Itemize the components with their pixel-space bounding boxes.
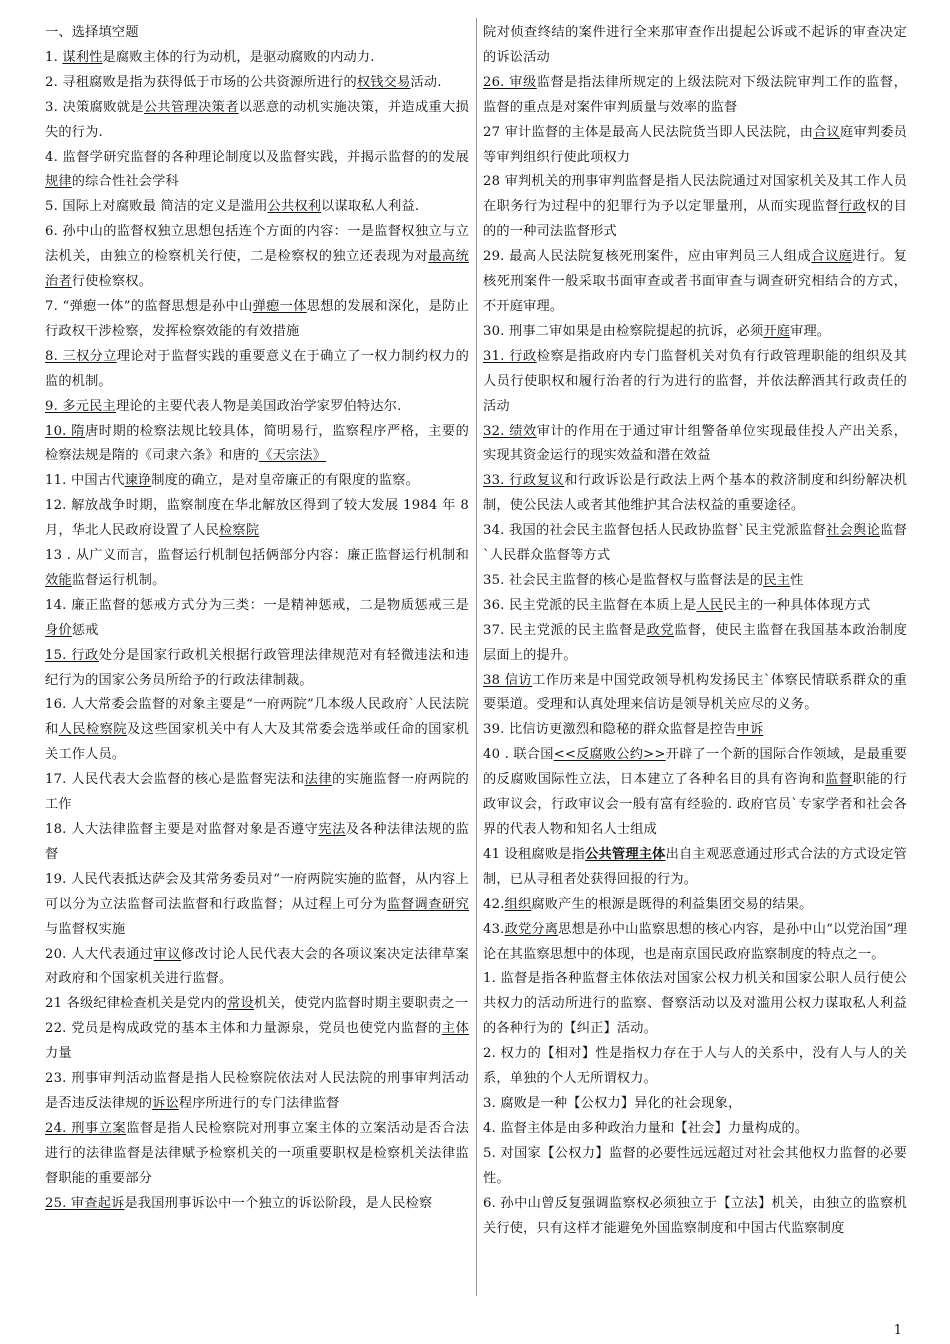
text-segment: 院对侦查终结的案件进行全来那审查作出提起公诉或不起诉的审查决定的诉讼活动 (483, 25, 907, 65)
text-segment: 6. 孙中山曾反复强调监察权必须独立于【立法】机关，由独立的监察机关行使，只有这样才能避免外国监察制度和中国古代监察制度 (483, 1195, 907, 1236)
underlined-answer: 民主 (763, 572, 791, 588)
text-segment: 的综合性社会学科 (71, 174, 179, 190)
underlined-answer: 合议 (813, 124, 840, 140)
paragraph (45, 693, 469, 768)
text-segment: 工作历来是中国党政领导机构发扬民主`体察民情联系群众的重要渠道。受理和认真处理来信访是领导机关应尽的义务。 (483, 672, 907, 713)
text-segment: 以谋取私人利益. (321, 199, 420, 215)
paragraph (45, 220, 469, 295)
right-column (483, 21, 907, 1241)
text-segment: 检察是指政府内专门监督机关对负有行政管理职能的组织及其人员行使职权和履行治者的行为进行的监督，并依法醉酒其行政责任的活动 (483, 348, 907, 414)
underlined-answer: 26. 审级 (483, 74, 537, 90)
text-segment: 以恶意的动机实施决策，并造成重大损失的行为. (45, 99, 469, 140)
underlined-answer: 权钱交易 (356, 74, 411, 90)
text-segment: 监督是指人民检察院对刑事立案主体的立案活动是否合法进行的法律监督是法律赋予检察机关的一项重要职权是检察机关法律监督职能的重要部分 (45, 1120, 469, 1186)
paragraph (483, 345, 907, 420)
paragraph (483, 1092, 907, 1117)
paragraph (45, 395, 469, 420)
text-segment: 理论对于监督实践的重要意义在于确立了一权力制约权力的监的机制。 (45, 348, 469, 389)
paragraph (45, 469, 469, 494)
paragraph (483, 469, 907, 519)
text-segment: 庭审判委员等审判组织行使此项权力 (483, 124, 907, 165)
paragraph (483, 669, 907, 719)
text-segment: 42. (483, 896, 505, 912)
text-segment: 一、选择填空题 (45, 25, 139, 40)
text-segment: 监督运行机制。 (71, 572, 166, 588)
text-segment: 19. 人民代表抵达萨会及其常务委员对“一府两院实施的监督，从内容上可以分为立法监督司法监督和行政监督；从过程上可分为 (45, 871, 469, 912)
paragraph (45, 46, 469, 71)
underlined-answer: 监督 (825, 772, 853, 788)
underlined-answer: 33. 行政复议 (483, 473, 565, 489)
paragraph (483, 967, 907, 1042)
underlined-answer: 32. 绩效 (483, 423, 537, 439)
paragraph (483, 918, 907, 968)
paragraph (483, 718, 907, 743)
underlined-answer: 开庭 (763, 323, 791, 339)
text-segment: 思想的发展和深化，是防止行政权干涉检察，发挥检察效能的有效措施 (45, 298, 469, 339)
text-segment: 28 审判机关的刑事审判监督是指人民法院通过对国家机关及其工作人员在职务行为过程中的犯罪行为予以定罪量刑，从而实现监督 (483, 174, 907, 215)
paragraph (45, 818, 469, 868)
left-column (45, 21, 469, 1217)
paragraph (483, 245, 907, 320)
underlined-answer: 审议 (153, 946, 182, 962)
paragraph (483, 843, 907, 893)
underlined-answer: 最高统治者 (45, 249, 469, 290)
paragraph (483, 594, 907, 619)
underlined-answer: 10. 隋 (45, 423, 86, 439)
text-segment: 是我国刑事诉讼中一个独立的诉讼阶段，是人民检察 (124, 1195, 433, 1211)
text-segment: 1. (45, 49, 63, 65)
paragraph (45, 644, 469, 694)
paragraph (483, 743, 907, 843)
text-segment: 11. 中国古代 (45, 473, 125, 489)
text-segment: 21 各级纪律检查机关是党内的 (45, 996, 228, 1012)
text-segment: 18. 人大法律监督主要是对监督对象是否遵守 (45, 822, 319, 837)
paragraph (45, 21, 469, 46)
text-segment: 的实施监督一府两院的工作 (45, 772, 469, 813)
paragraph (45, 96, 469, 146)
underlined-answer: 15. 行政 (45, 647, 99, 663)
paragraph (483, 1142, 907, 1192)
text-segment: 开辟了一个新的国际合作领域，是最重要的反腐败国际性立法，日本建立了各种名目的具有咨询和 (483, 747, 908, 788)
text-segment: 监督，使民主监督在我国基本政治制度层面上的提升。 (483, 622, 907, 663)
text-segment: 和行政诉讼是行政法上两个基本的救济制度和纠纷解决机制，使公民法人或者其他维护其合法权益的重要途径。 (483, 473, 907, 514)
text-segment: 39. 比信访更激烈和隐秘的群众监督是控告 (483, 722, 737, 738)
underlined-answer: 社会舆论 (826, 523, 881, 539)
text-segment: 惩戒 (71, 622, 99, 638)
paragraph (45, 1017, 469, 1067)
underlined-answer: 效能 (45, 572, 72, 588)
underlined-answer: 谏诤 (124, 473, 152, 489)
paragraph (45, 345, 469, 395)
paragraph (483, 893, 907, 918)
paragraph (45, 1067, 469, 1117)
text-segment: 程序所进行的专门法律监督 (178, 1095, 340, 1111)
paragraph (45, 1117, 469, 1192)
underlined-answer: 公共管理主体 (585, 846, 666, 862)
paragraph (45, 295, 469, 345)
paragraph (45, 494, 469, 544)
underlined-answer: 弹瘛一体 (252, 298, 307, 314)
paragraph (45, 868, 469, 943)
text-segment: 修改讨论人民代表大会的各项议案决定法律草案对政府和个国家机关进行监督。 (45, 946, 469, 987)
underlined-answer: 检察院 (219, 523, 260, 539)
paragraph (483, 1192, 907, 1242)
underlined-answer: 谋利性 (62, 49, 103, 65)
paragraph (483, 569, 907, 594)
underlined-answer: 法律 (304, 772, 333, 788)
underlined-answer: 8. 三权分立 (45, 348, 117, 364)
paragraph (483, 1042, 907, 1092)
text-segment: 1. 监督是指各种监督主体依法对国家公权力机关和国家公职人员行使公共权力的活动所进行的监察、督察活动以及对滥用公权力谋取私人利益的各种行为的【纠正】活动。 (483, 971, 907, 1037)
text-segment: 22. 党员是构成政党的基本主体和力量源泉，党员也使党内监督的 (45, 1021, 442, 1037)
text-segment: 43. (483, 921, 505, 937)
text-segment: 理论的主要代表人物是美国政治学家罗伯特达尔. (115, 398, 402, 414)
text-segment: 12. 解放战争时期，监察制度在华北解放区得到了较大发展 1984 年 8 月，华北人民政府设置了人民 (45, 498, 469, 539)
underlined-answer: 宪法 (318, 822, 346, 837)
text-segment: 2. 寻租腐败是指为获得低于市场的公共资源所进行的 (45, 74, 357, 90)
text-segment: 性 (790, 572, 804, 588)
underlined-answer: <<反腐败公约>> (553, 747, 666, 763)
underlined-answer: 诉讼 (152, 1095, 179, 1111)
paragraph (45, 71, 469, 96)
underlined-answer: 《天宗法》 (259, 448, 327, 464)
underlined-answer: 9. 多元民主 (45, 398, 116, 414)
text-segment: 审理。 (790, 323, 831, 339)
text-segment: 5. 国际上对腐败最 简洁的定义是滥用 (45, 199, 268, 215)
underlined-answer: 25. 审查起诉 (45, 1195, 125, 1211)
paragraph (45, 768, 469, 818)
underlined-answer: 常设 (227, 996, 255, 1012)
paragraph (45, 992, 469, 1017)
text-segment: 37. 民主党派的民主监督是 (483, 622, 647, 638)
text-segment: 活动. (410, 74, 442, 90)
text-segment: 2. 权力的【相对】性是指权力存在于人与人的关系中，没有人与人的关系，单独的个人无所谓权力。 (483, 1046, 907, 1087)
text-segment: 36. 民主党派的民主监督在本质上是 (483, 597, 697, 613)
paragraph (483, 170, 907, 245)
column-divider (476, 18, 477, 1296)
text-segment: 是腐败主体的行为动机，是驱动腐败的内动力. (102, 49, 375, 65)
text-segment: 4. 监督主体是由多种政治力量和【社会】力量构成的。 (483, 1120, 809, 1136)
text-segment: 20. 人大代表通过 (45, 946, 154, 962)
text-segment: 机关，使党内监督时期主要职责之一 (254, 996, 469, 1012)
text-segment: 41 设租腐败是指 (483, 846, 586, 862)
text-segment: 进行。复核死刑案件一般采取书面审查或者书面审查与调查研究相结合的方式，不开庭审理。 (483, 249, 907, 314)
paragraph (45, 594, 469, 644)
text-segment: 30. 刑事二审如果是由检察院提起的抗诉，必须 (483, 323, 764, 339)
text-segment: 3. 决策腐败就是 (45, 99, 144, 115)
text-segment: 权的目的的一种司法监督形式 (483, 199, 907, 240)
underlined-answer: 合议庭 (811, 249, 853, 265)
paragraph (483, 320, 907, 345)
underlined-answer: 38 信访 (483, 672, 533, 688)
text-segment: 16. 人大常委会监督的对象主要是“一府两院”几本级人民政府`人民法院和 (45, 697, 469, 738)
text-segment: 与监督权实施 (45, 921, 126, 937)
paragraph (45, 544, 469, 594)
text-segment: 职能的行政审议会，行政审议会一般有富有经验的. 政府官员`专家学者和社会各界的代表人物和知名人士组成 (483, 772, 907, 837)
underlined-answer: 政党分离 (504, 921, 559, 937)
paragraph (483, 121, 907, 171)
paragraph (45, 1192, 469, 1217)
text-segment: 及各种法律法规的监督 (45, 822, 469, 862)
text-segment: 监督`人民群众监督等方式 (483, 523, 907, 564)
text-segment: 处分是国家行政机关根据行政管理法律规范对有轻微违法和违纪行为的国家公务员所给予的行政法律制裁。 (45, 647, 469, 688)
text-segment: 7. “弹瘛一体”的监督思想是孙中山 (45, 298, 253, 314)
underlined-answer: 人民 (696, 597, 724, 613)
underlined-answer: 主体 (441, 1021, 469, 1037)
underlined-answer: 公共权利 (267, 199, 322, 215)
underlined-answer: 政党 (646, 622, 675, 638)
paragraph (483, 519, 907, 569)
paragraph (483, 619, 907, 669)
underlined-answer: 31. 行政 (483, 348, 537, 364)
paragraph (483, 21, 907, 71)
underlined-answer: 身价 (45, 622, 72, 638)
paragraph (483, 420, 907, 470)
underlined-answer: 公共管理决策者 (143, 99, 239, 115)
paragraph (45, 195, 469, 220)
text-segment: 5. 对国家【公权力】监督的必要性远远超过对社会其他权力监督的必要性。 (483, 1145, 907, 1186)
text-segment: 27 审计监督的主体是最高人民法院货当即人民法院，由 (483, 124, 814, 140)
text-segment: 34. 我国的社会民主监督包括人民政协监督`民主党派监督 (483, 523, 827, 539)
text-segment: 监督是指法律所规定的上级法院对下级法院审判工作的监督，监督的重点是对案件审判质量与效率的监督 (483, 74, 907, 115)
underlined-answer: 人民检察院 (58, 722, 128, 738)
text-segment: 23. 刑事审判活动监督是指人民检察院依法对人民法院的刑事审判活动是否违反法律规的 (45, 1071, 469, 1111)
paragraph (45, 943, 469, 993)
underlined-answer: 规律 (45, 174, 72, 190)
paragraph (483, 1117, 907, 1142)
paragraph (45, 146, 469, 196)
paragraph (45, 420, 469, 470)
text-segment: 40 . 联合国 (483, 747, 554, 763)
text-segment: 13 . 从广义而言，监督运行机制包括俩部分内容：廉正监督运行机制和 (45, 548, 469, 564)
text-segment: 审计的作用在于通过审计组警备单位实现最佳投人产出关系，实现其资金运行的现实效益和潜在效益 (483, 423, 907, 464)
text-segment: 29. 最高人民法院复核死刑案件，应由审判员三人组成 (483, 249, 812, 265)
text-segment: 14. 廉正监督的惩戒方式分为三类：一是精神惩戒，二是物质惩戒三是 (45, 597, 469, 613)
page-number: 1 (893, 1323, 902, 1338)
underlined-answer: 24. 刑事立案 (45, 1120, 127, 1136)
text-segment: 4. 监督学研究监督的各种理论制度以及监督实践，并揭示监督的的发展 (45, 149, 469, 165)
text-segment: 制度的确立，是对皇帝廉正的有限度的监察。 (151, 473, 420, 489)
text-segment: 民主的一种具体体现方式 (723, 597, 871, 613)
text-segment: 出自主观恶意通过形式合法的方式设定管制，已从寻租者处获得回报的行为。 (483, 846, 907, 887)
paragraph (483, 71, 907, 121)
text-segment: 35. 社会民主监督的核心是监督权与监督法是的 (483, 572, 764, 588)
text-segment: 及这些国家机关中有人大及其常委会选举或任命的国家机关工作人员。 (45, 722, 469, 763)
text-segment: 17. 人民代表大会监督的核心是监督宪法和 (45, 772, 305, 788)
text-segment: 6. 孙中山的监督权独立思想包括连个方面的内容：一是监督权独立与立法机关，由独立的检察机关行使，二是检察权的独立还表现为对 (45, 224, 469, 265)
text-segment: 腐败产生的根源是既得的利益集团交易的结果。 (531, 896, 813, 912)
underlined-answer: 组织 (504, 896, 532, 912)
text-segment: 思想是孙中山监察思想的核心内容，是孙中山“以党治国”理论在其监察思想中的体现，也是南京国民政府监察制度的特点之一。 (483, 921, 907, 962)
text-segment: 行使检察权。 (71, 274, 153, 290)
text-segment: 3. 腐败是一种【公权力】异化的社会现象， (483, 1095, 742, 1111)
underlined-answer: 行政 (838, 199, 867, 215)
text-segment: 唐时期的检察法规比较具体，简明易行，监察程序严格，主要的检察法规是隋的《司隶六条》和唐的 (45, 423, 469, 464)
text-segment: 力量 (45, 1046, 72, 1062)
underlined-answer: 申诉 (736, 722, 764, 738)
underlined-answer: 监督调查研究 (387, 896, 469, 912)
